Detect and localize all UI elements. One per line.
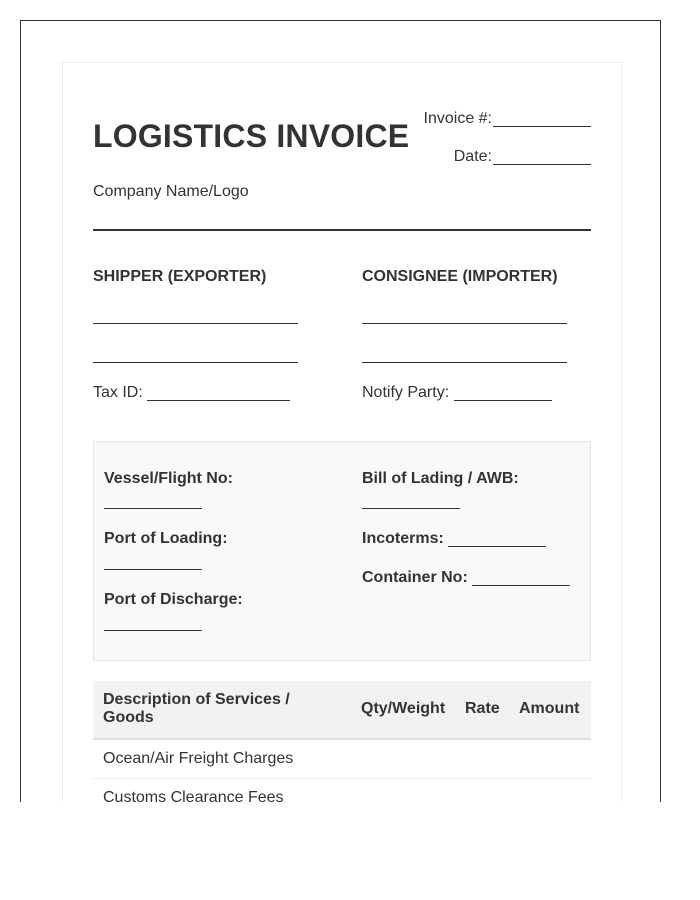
table-row (93, 779, 591, 802)
row-description: Ocean/Air Freight Charges (103, 750, 294, 767)
vessel-flight-label: Vessel/Flight No: (104, 470, 233, 487)
shipment-details-box (93, 441, 591, 661)
port-of-loading-field[interactable] (104, 569, 202, 570)
vessel-flight-field[interactable] (104, 508, 202, 509)
header-description: Description of Services / Goods (103, 691, 290, 726)
header-amount: Amount (519, 700, 580, 717)
incoterms-field[interactable] (448, 546, 546, 547)
port-of-loading-label: Port of Loading: (104, 530, 228, 547)
notify-party-field[interactable] (454, 400, 552, 401)
consignee-line-2[interactable] (362, 362, 567, 363)
shipper-line-2[interactable] (93, 362, 298, 363)
table-header (93, 681, 591, 740)
tax-id-field[interactable] (147, 400, 290, 401)
port-of-discharge-label: Port of Discharge: (104, 591, 243, 608)
company-name-logo: Company Name/Logo (93, 183, 249, 200)
table-row (93, 740, 591, 779)
header-rate: Rate (465, 700, 500, 717)
header-qty-weight: Qty/Weight (361, 700, 446, 717)
row-description: Customs Clearance Fees (103, 789, 284, 802)
invoice-title: LOGISTICS INVOICE (93, 118, 410, 154)
container-no-label: Container No: (362, 569, 468, 586)
invoice-number-label: Invoice #: (423, 110, 492, 127)
invoice-sheet (62, 62, 622, 802)
date-field[interactable] (493, 164, 591, 165)
bill-of-lading-label: Bill of Lading / AWB: (362, 470, 519, 487)
port-of-discharge-field[interactable] (104, 630, 202, 631)
header-divider (93, 229, 591, 231)
shipper-heading: SHIPPER (EXPORTER) (93, 268, 267, 285)
invoice-number-field[interactable] (493, 126, 591, 127)
consignee-heading: CONSIGNEE (IMPORTER) (362, 268, 558, 285)
tax-id-label: Tax ID: (93, 384, 143, 401)
consignee-line-1[interactable] (362, 323, 567, 324)
notify-party-label: Notify Party: (362, 384, 450, 401)
document-frame (20, 20, 661, 802)
incoterms-label: Incoterms: (362, 530, 444, 547)
services-table (93, 681, 591, 802)
bill-of-lading-field[interactable] (362, 508, 460, 509)
container-no-field[interactable] (472, 585, 570, 586)
date-label: Date: (453, 148, 492, 165)
shipper-line-1[interactable] (93, 323, 298, 324)
